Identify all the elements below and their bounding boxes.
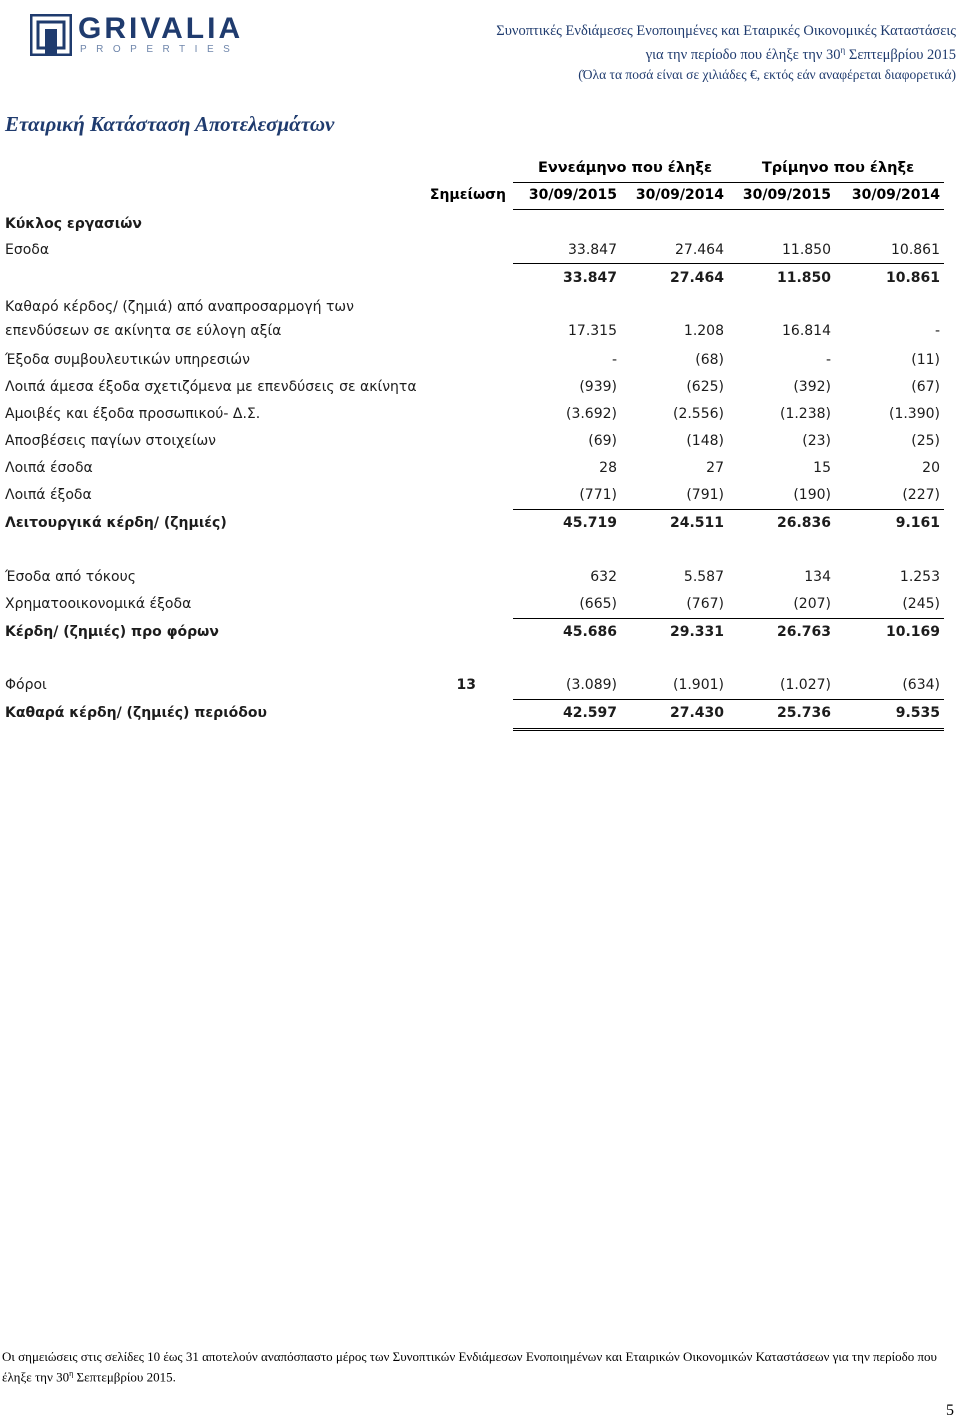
column-header: 30/09/2014 [635, 187, 724, 203]
row-label-net-profit: Καθαρά κέρδη/ (ζημιές) περιόδου [5, 705, 267, 721]
cell-other-income-col3: 15 [813, 460, 831, 476]
row-label-operating-profit: Λειτουργικά κέρδη/ (ζημιές) [5, 515, 227, 531]
table-rule [513, 699, 944, 700]
cell-other-expenses-col1: (771) [579, 487, 617, 503]
cell-revenue-total-col4: 10.861 [885, 270, 940, 286]
row-note-ref: 13 [456, 677, 476, 693]
footer-note: Οι σημειώσεις στις σελίδες 10 έως 31 αποτελούν αναπόσπαστο μέρος των Συνοπτικών Ενδιάμεσων Ενοποιημένων και Εταιρικών Οικονομικών Καταστάσεων για την περίοδο που έληξε την $30^\eta$ Σεπτεμβρίου 2015. [2, 1349, 937, 1385]
row-label-revenue: Εσοδα [5, 242, 50, 258]
cell-depreciation-col4: (25) [911, 433, 940, 449]
cell-direct-property-expenses-col3: (392) [793, 379, 831, 395]
cell-other-expenses-col4: (227) [902, 487, 940, 503]
cell-operating-profit-col3: 26.836 [776, 515, 831, 531]
cell-interest-income-col4: 1.253 [899, 569, 940, 585]
row-label-finance-costs: Χρηματοοικονομικά έξοδα [5, 596, 192, 612]
cell-other-income-col4: 20 [922, 460, 940, 476]
row-label-fair-value-gain: Καθαρό κέρδος/ (ζημιά) από αναπροσαρμογή των [5, 299, 354, 315]
table-rule [513, 263, 944, 264]
page-number: 5 [946, 1402, 954, 1419]
cell-revenue-total-col1: 33.847 [562, 270, 617, 286]
header-rule [513, 209, 944, 210]
cell-fair-value-gain-col1: 17.315 [568, 323, 617, 339]
logo-wordmark: GRIVALIA [78, 12, 244, 45]
logo-subtitle: PROPERTIES [80, 44, 240, 55]
cell-profit-before-tax-col1: 45.686 [562, 624, 617, 640]
header-title: Συνοπτικές Ενδιάμεσες Ενοποιημένες και Εταιρικές Οικονομικές Καταστάσεις [496, 23, 956, 39]
cell-direct-property-expenses-col4: (67) [911, 379, 940, 395]
cell-other-income-col1: 28 [599, 460, 617, 476]
row-label-direct-property-expenses: Λοιπά άμεσα έξοδα σχετιζόμενα με επενδύσεις σε ακίνητα [5, 379, 417, 395]
column-header: 30/09/2014 [851, 187, 940, 203]
group-header-quarter: Τρίμηνο που έληξε [761, 160, 915, 176]
cell-net-profit-col3: 25.736 [776, 705, 831, 721]
cell-operating-profit-col2: 24.511 [669, 515, 724, 531]
row-label-personnel-expenses: Αμοιβές και έξοδα προσωπικού- Δ.Σ. [5, 406, 261, 422]
cell-personnel-expenses-col2: (2.556) [672, 406, 724, 422]
page-title: Εταιρική Κατάσταση Αποτελεσμάτων [5, 112, 335, 136]
cell-depreciation-col3: (23) [802, 433, 831, 449]
cell-direct-property-expenses-col1: (939) [579, 379, 617, 395]
cell-consulting-expenses-col3: - [825, 352, 831, 368]
cell-net-profit-col4: 9.535 [895, 705, 940, 721]
cell-revenue-col4: 10.861 [891, 242, 940, 258]
cell-interest-income-col1: 632 [590, 569, 617, 585]
cell-interest-income-col2: 5.587 [683, 569, 724, 585]
cell-consulting-expenses-col4: (11) [911, 352, 940, 368]
row-label-depreciation: Αποσβέσεις παγίων στοιχείων [5, 433, 217, 449]
cell-revenue-col1: 33.847 [568, 242, 617, 258]
cell-revenue-total-col3: 11.850 [776, 270, 831, 286]
cell-taxes-col3: (1.027) [779, 677, 831, 693]
cell-taxes-col4: (634) [902, 677, 940, 693]
cell-finance-costs-col1: (665) [579, 596, 617, 612]
column-header: 30/09/2015 [528, 187, 617, 203]
cell-finance-costs-col2: (767) [686, 596, 724, 612]
row-label-other-expenses: Λοιπά έξοδα [5, 487, 92, 503]
cell-consulting-expenses-col2: (68) [695, 352, 724, 368]
row-label-other-income: Λοιπά έσοδα [5, 460, 93, 476]
header-currency-note: (Όλα τα ποσά είναι σε χιλιάδες €, εκτός εάν αναφέρεται διαφορετικά) [578, 66, 956, 82]
cell-fair-value-gain-col4: - [934, 323, 940, 339]
cell-profit-before-tax-col4: 10.169 [885, 624, 940, 640]
cell-depreciation-col1: (69) [588, 433, 617, 449]
cell-operating-profit-col4: 9.161 [895, 515, 940, 531]
row-label-profit-before-tax: Κέρδη/ (ζημιές) προ φόρων [5, 624, 219, 640]
table-double-rule [513, 728, 944, 731]
cell-profit-before-tax-col3: 26.763 [776, 624, 831, 640]
cell-taxes-col2: (1.901) [672, 677, 724, 693]
row-label-taxes: Φόροι [5, 677, 47, 693]
cell-other-expenses-col2: (791) [686, 487, 724, 503]
cell-revenue-total-col2: 27.464 [669, 270, 724, 286]
cell-revenue-col2: 27.464 [675, 242, 724, 258]
cell-fair-value-gain-col3: 16.814 [782, 323, 831, 339]
cell-other-income-col2: 27 [706, 460, 724, 476]
header-period: για την περίοδο που έληξε την $30^\eta$ Σεπτεμβρίου 2015 [645, 45, 956, 63]
cell-finance-costs-col4: (245) [902, 596, 940, 612]
section-label: Κύκλος εργασιών [5, 216, 142, 232]
table-rule [513, 618, 944, 619]
note-column-header: Σημείωση [429, 187, 506, 203]
cell-profit-before-tax-col2: 29.331 [669, 624, 724, 640]
row-label-interest-income: Έσοδα από τόκους [5, 569, 136, 585]
column-header: 30/09/2015 [742, 187, 831, 203]
cell-personnel-expenses-col4: (1.390) [888, 406, 940, 422]
cell-personnel-expenses-col3: (1.238) [779, 406, 831, 422]
cell-finance-costs-col3: (207) [793, 596, 831, 612]
header-rule [513, 182, 944, 183]
row-label-fair-value-gain-cont: επενδύσεων σε ακίνητα σε εύλογη αξία [5, 323, 282, 339]
cell-consulting-expenses-col1: - [611, 352, 617, 368]
cell-revenue-col3: 11.850 [782, 242, 831, 258]
cell-depreciation-col2: (148) [686, 433, 724, 449]
cell-other-expenses-col3: (190) [793, 487, 831, 503]
cell-net-profit-col1: 42.597 [562, 705, 617, 721]
cell-personnel-expenses-col1: (3.692) [565, 406, 617, 422]
table-rule [513, 509, 944, 510]
cell-fair-value-gain-col2: 1.208 [683, 323, 724, 339]
cell-net-profit-col2: 27.430 [669, 705, 724, 721]
row-label-consulting-expenses: Έξοδα συμβουλευτικών υπηρεσιών [5, 352, 250, 368]
cell-interest-income-col3: 134 [804, 569, 831, 585]
cell-taxes-col1: (3.089) [565, 677, 617, 693]
group-header-nine-months: Εννεάμηνο που έληξε [537, 160, 713, 176]
cell-operating-profit-col1: 45.719 [562, 515, 617, 531]
cell-direct-property-expenses-col2: (625) [686, 379, 724, 395]
